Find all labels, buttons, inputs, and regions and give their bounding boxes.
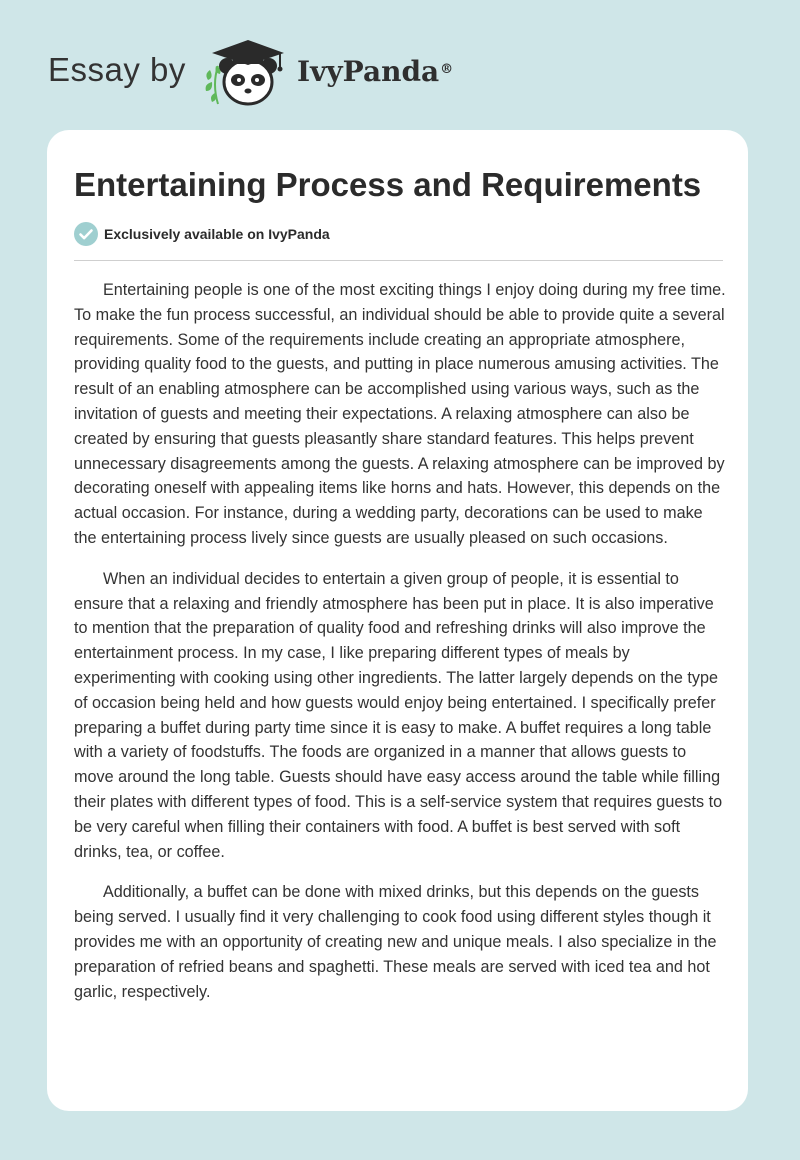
exclusive-badge [74, 221, 330, 247]
panda-logo-icon[interactable] [200, 36, 296, 108]
site-header [0, 0, 800, 130]
brand-name[interactable] [297, 54, 453, 90]
registered-mark: ® [440, 62, 454, 77]
essay-paragraph: Additionally, a buffet can be done with mixed drinks, but this depends on the guests being served. I usually find it very challenging to cook food using different styles though it provides me with an opportunity of creating new and unique meals. I also specialize in the preparation of refried beans and spaghetti. These meals are served with iced tea and hot garlic, respectively. [74, 883, 717, 1001]
title-divider [74, 260, 723, 261]
page-title: Entertaining Process and Requirements [74, 166, 702, 203]
essay-paragraph: When an individual decides to entertain a given group of people, it is essential to ensure that a relaxing and friendly atmosphere has been put in place. It is also imperative to mention that the preparation of quality food and refreshing drinks will also improve the entertainment process. In my case, I like preparing different types of meals by experimenting with cooking using other ingredients. The latter largely depends on the type of occasion being held and how guests would enjoy being entertained. I specifically prefer preparing a buffet during party time since it is easy to make. A buffet requires a long table with a variety of foodstuffs. The foods are organized in a manner that allows guests to move around the long table. Guests should have easy access around the table while filling their plates with different types of food. This is a self-service system that requires guests to be very careful when filling their containers with food. A buffet is best served with soft drinks, tea, or coffee. [74, 569, 723, 861]
essay-card [47, 130, 748, 1111]
ivy-leaf-icon [206, 66, 221, 102]
essay-body [74, 278, 726, 1020]
check-circle-icon [74, 222, 98, 246]
essay-paragraph: Entertaining people is one of the most exciting things I enjoy doing during my free time. To make the fun process successful, an individual should be able to provide quite a several requirements. Some of the requirements include creating an appropriate atmosphere, providing quality food to the guests, and putting in place numerous amusing activities. The result of an enabling atmosphere can be accomplished using various ways, such as the invitation of guests and meeting their expectations. A relaxing atmosphere can also be created by ensuring that guests pleasantly share standard features. This helps prevent unnecessary disagreements among the guests. A relaxing atmosphere can be improved by decorating oneself with appealing items like horns and hats. However, this depends on the actual occasion. For instance, during a wedding party, decorations can be used to make the entertaining process lively since guests are usually pleased on such occasions. [74, 281, 726, 547]
essay-by-label: Essay by [48, 51, 186, 88]
brand-label: IvyPanda [297, 55, 440, 88]
exclusive-badge-label: Exclusively available on IvyPanda [104, 226, 330, 242]
